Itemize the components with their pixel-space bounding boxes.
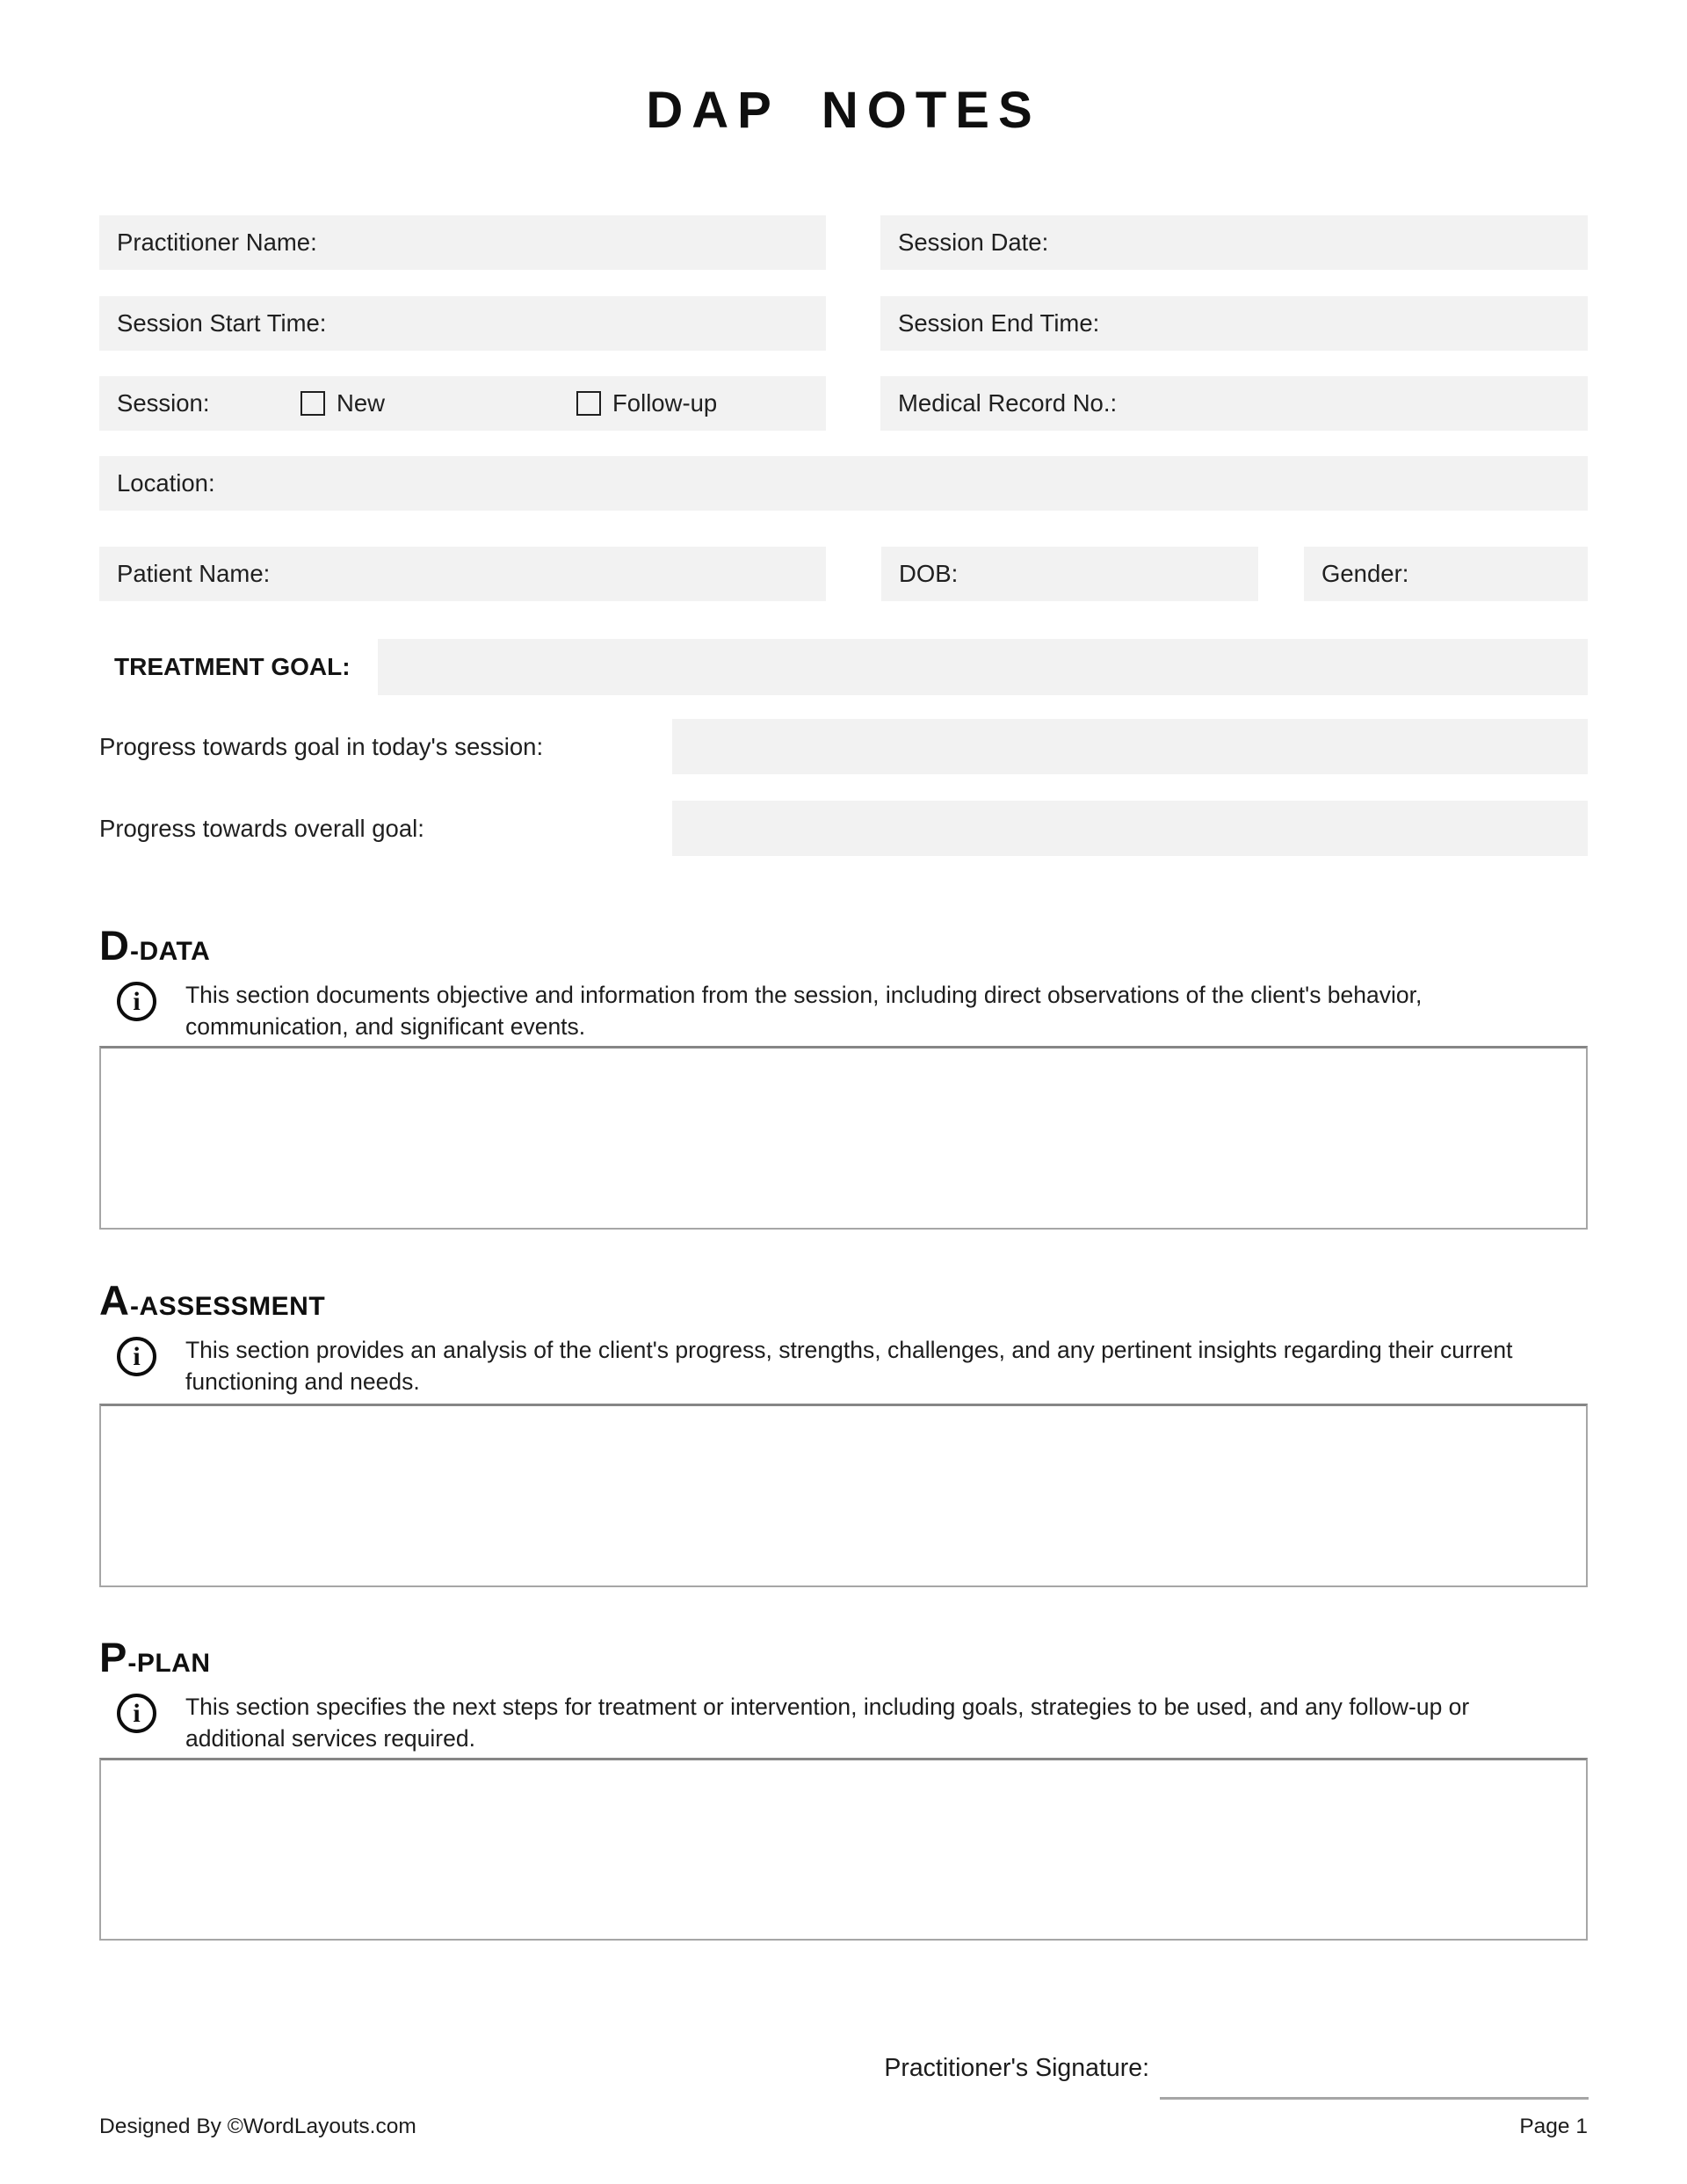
progress-today-label: Progress towards goal in today's session: bbox=[99, 732, 544, 760]
section-plan-letter: P bbox=[99, 1634, 128, 1680]
progress-overall-label: Progress towards overall goal: bbox=[99, 814, 424, 842]
progress-overall-input[interactable] bbox=[672, 801, 1588, 856]
session-end-time-field[interactable] bbox=[880, 296, 1588, 351]
session-new-option[interactable] bbox=[300, 376, 385, 431]
info-icon: i bbox=[117, 982, 156, 1021]
location-label: Location: bbox=[117, 469, 215, 497]
page-title: DAP NOTES bbox=[646, 82, 1041, 139]
practitioner-signature-label: Practitioner's Signature: bbox=[884, 2054, 1149, 2082]
checkbox-new-icon[interactable] bbox=[300, 391, 325, 416]
section-plan-description-line1: This section specifies the next steps for treatment or intervention, including goals, strategies to be used, and any follow-up or bbox=[185, 1694, 1470, 1720]
section-assessment-info bbox=[117, 1334, 1540, 1397]
section-data-heading bbox=[99, 921, 210, 969]
progress-overall-row bbox=[99, 801, 1588, 856]
session-start-time-label: Session Start Time: bbox=[117, 309, 327, 337]
section-data-description-line2: communication, and significant events. bbox=[185, 1013, 586, 1040]
medical-record-no-label: Medical Record No.: bbox=[898, 389, 1118, 417]
section-data-description-line1: This section documents objective and information from the session, including direct observations of the client's behavior, bbox=[185, 982, 1423, 1008]
session-type-options bbox=[99, 376, 826, 431]
section-plan-heading bbox=[99, 1633, 211, 1681]
medical-record-no-field[interactable] bbox=[880, 376, 1588, 431]
plan-entry-box[interactable] bbox=[99, 1758, 1588, 1941]
patient-name-field[interactable] bbox=[99, 547, 826, 601]
session-follow-up-label: Follow-up bbox=[612, 389, 718, 417]
data-entry-box[interactable] bbox=[99, 1046, 1588, 1230]
section-data-suffix: -DATA bbox=[129, 937, 211, 966]
section-assessment-heading bbox=[99, 1276, 325, 1324]
section-plan-description bbox=[185, 1691, 1469, 1754]
assessment-entry-box[interactable] bbox=[99, 1404, 1588, 1587]
footer-page-number: Page 1 bbox=[1519, 2115, 1588, 2138]
section-assessment-description-line2: functioning and needs. bbox=[185, 1368, 420, 1395]
session-end-time-label: Session End Time: bbox=[898, 309, 1100, 337]
practitioner-signature-line[interactable] bbox=[1160, 2097, 1589, 2100]
progress-today-row bbox=[99, 719, 1588, 774]
section-assessment-description-line1: This section provides an analysis of the client's progress, strengths, challenges, and any pertinent insights regarding their current bbox=[185, 1337, 1513, 1363]
dob-field[interactable] bbox=[881, 547, 1258, 601]
treatment-goal-input[interactable] bbox=[378, 639, 1588, 695]
session-date-field[interactable] bbox=[880, 215, 1588, 270]
section-assessment-description bbox=[185, 1334, 1513, 1397]
section-plan-info bbox=[117, 1691, 1540, 1754]
dob-label: DOB: bbox=[899, 560, 959, 587]
section-assessment-letter: A bbox=[99, 1277, 130, 1324]
location-field[interactable] bbox=[99, 456, 1588, 511]
practitioner-name-field[interactable] bbox=[99, 215, 826, 270]
footer-credit: Designed By ©WordLayouts.com bbox=[99, 2115, 416, 2138]
section-plan-description-line2: additional services required. bbox=[185, 1725, 475, 1752]
treatment-goal-label: TREATMENT GOAL: bbox=[114, 653, 351, 680]
progress-today-input[interactable] bbox=[672, 719, 1588, 774]
practitioner-name-label: Practitioner Name: bbox=[117, 229, 317, 256]
section-data-description bbox=[185, 979, 1422, 1042]
session-start-time-field[interactable] bbox=[99, 296, 826, 351]
gender-label: Gender: bbox=[1321, 560, 1409, 587]
session-type-field bbox=[99, 376, 826, 431]
patient-name-label: Patient Name: bbox=[117, 560, 271, 587]
section-data-letter: D bbox=[99, 922, 130, 969]
gender-field[interactable] bbox=[1304, 547, 1588, 601]
section-plan-suffix: -PLAN bbox=[127, 1649, 211, 1678]
section-data-info bbox=[117, 979, 1540, 1042]
session-type-label: Session: bbox=[117, 389, 210, 417]
section-assessment-suffix: -ASSESSMENT bbox=[129, 1292, 326, 1321]
session-follow-up-option[interactable] bbox=[576, 376, 717, 431]
session-new-label: New bbox=[337, 389, 386, 417]
session-date-label: Session Date: bbox=[898, 229, 1049, 256]
treatment-goal-row bbox=[99, 639, 1588, 695]
info-icon: i bbox=[117, 1337, 156, 1376]
info-icon: i bbox=[117, 1694, 156, 1733]
checkbox-follow-up-icon[interactable] bbox=[576, 391, 601, 416]
